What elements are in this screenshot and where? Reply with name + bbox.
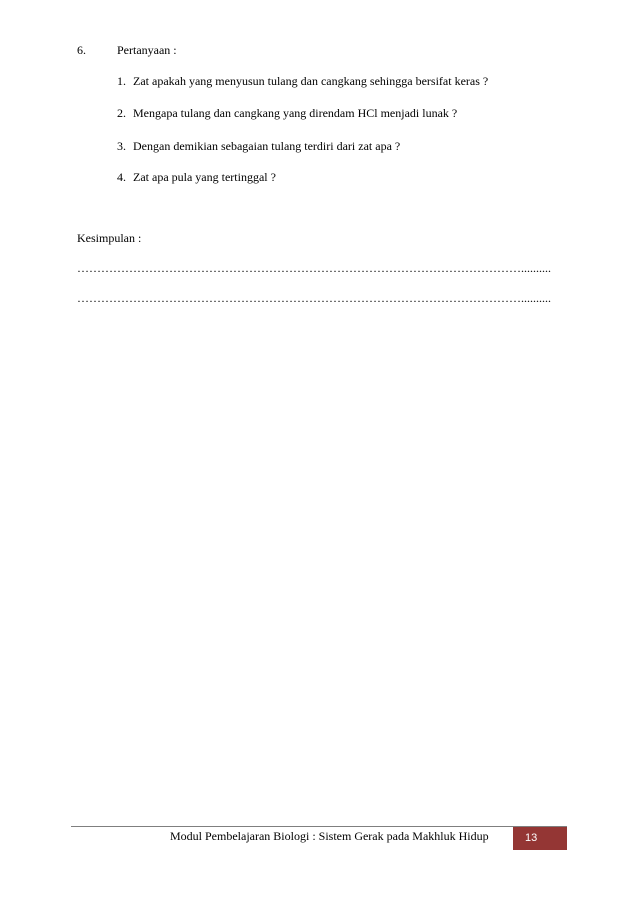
question-number: 3. xyxy=(117,139,126,153)
page-number-badge xyxy=(513,827,567,850)
question-number: 1. xyxy=(117,74,126,88)
question-item xyxy=(117,139,400,154)
section-number: 6. xyxy=(77,43,86,57)
question-text: Dengan demikian sebagaian tulang terdiri dari zat apa ? xyxy=(133,139,401,153)
question-item xyxy=(117,106,457,121)
question-text: Zat apa pula yang tertinggal ? xyxy=(133,170,276,184)
question-number: 2. xyxy=(117,106,126,120)
footer-rule xyxy=(71,826,567,827)
footer-title: Modul Pembelajaran Biologi : Sistem Gerak pada Makhluk Hidup xyxy=(170,829,489,843)
question-item xyxy=(117,170,276,185)
section-heading: Pertanyaan : xyxy=(117,43,177,57)
question-item xyxy=(117,74,488,89)
conclusion-answer-line: ………………………………………………………………………………………………….......... xyxy=(77,291,551,305)
conclusion-answer-line: ………………………………………………………………………………………………….......... xyxy=(77,261,551,275)
question-number: 4. xyxy=(117,170,126,184)
conclusion-label: Kesimpulan : xyxy=(77,231,142,245)
page-number: 13 xyxy=(525,832,538,844)
question-text: Mengapa tulang dan cangkang yang direndam HCl menjadi lunak ? xyxy=(133,106,458,120)
question-text: Zat apakah yang menyusun tulang dan cangkang sehingga bersifat keras ? xyxy=(133,74,489,88)
